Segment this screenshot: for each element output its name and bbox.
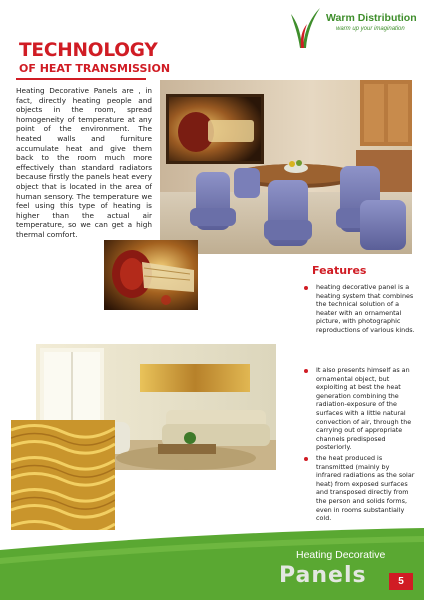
title-underline [16,78,146,80]
feature-item [304,454,416,523]
grass-leaf-icon [290,4,330,50]
bullet-icon [304,286,308,290]
brand-name: Warm Distribution [326,12,417,24]
feature-text: heating decorative panel is a heating system that combines the technical solution of a heater with an ornamental picture, with photographic reproductions of various kinds. [316,283,415,334]
feature-text: It also presents himself as an ornamental object, but exploiting at best the heat generation combining the radiation-exposure of the surfaces with a little natural convection of air, through the carrying out of appropriate channels predisposed posteriorly. [316,366,412,452]
brand-logo [290,4,420,50]
feature-text: the heat produced is transmitted (mainly by infrared radiations as the solar heat) from exposed surfaces and transposed directly from the person and solids forms, even in rooms substantially cold. [316,454,415,523]
footer-title: Panels [279,563,367,588]
feature-item [304,283,416,335]
pasta-photo [11,420,115,530]
brand-tagline: warm up your imagination [336,26,405,32]
features-heading: Features [312,264,367,277]
bullet-icon [304,369,308,373]
dining-room-photo [160,80,412,254]
page-subtitle: OF HEAT TRANSMISSION [19,62,171,75]
feature-item [304,366,416,452]
bullet-icon [304,457,308,461]
footer-subtitle: Heating Decorative [296,549,386,561]
page-number: 5 [389,573,413,590]
intro-paragraph: Heating Decorative Panels are , in fact, directly heating people and objects in the room, spread homogeneity of temperature at any point of the environment. The heated walls and furniture accumulate heat and give them back to the room much more effectively than standard radiators because firstly the panels heat every object that is located in the area of human sensory. The temperature we feel using this type of heating is higher than the actual air temperature, so we can get a high thermal comfort. [16,86,152,239]
scroll-detail-photo [104,240,198,310]
page-title: TECHNOLOGY [19,40,158,61]
